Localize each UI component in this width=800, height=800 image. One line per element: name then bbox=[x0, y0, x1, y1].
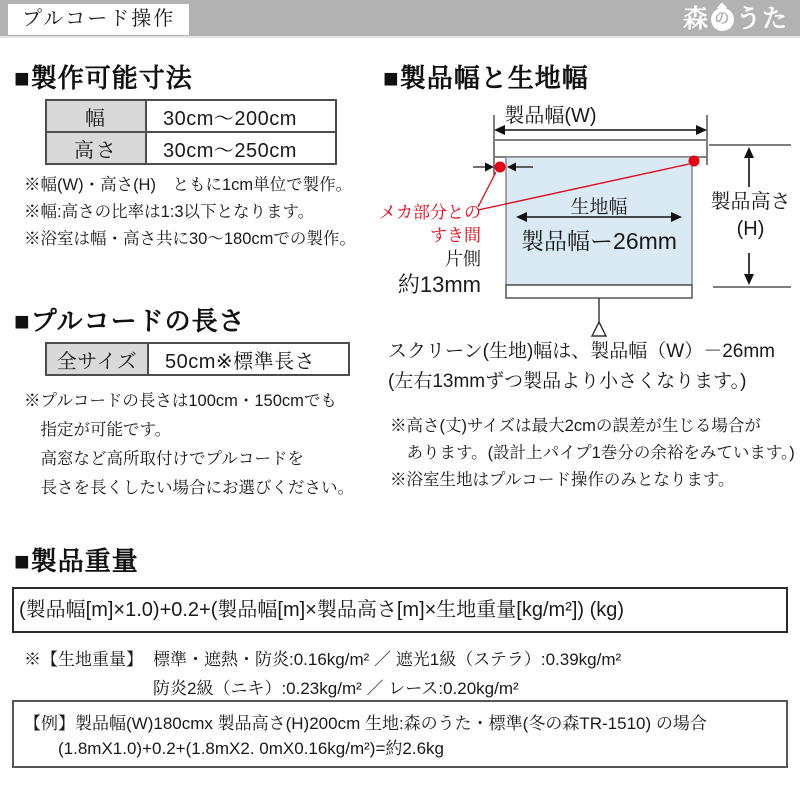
fabric-width-formula-label: 製品幅ー26mm bbox=[521, 228, 677, 254]
width-description bbox=[388, 337, 775, 397]
gap-label-line2: すき間 bbox=[430, 226, 481, 245]
cord-table bbox=[45, 342, 350, 376]
description-line: (左右13mmずつ製品より小さくなります。) bbox=[388, 371, 747, 392]
note-line: ※浴室生地はプルコード操作のみとなります。 bbox=[390, 471, 735, 489]
note-line: ※高さ(丈)サイズは最大2cmの誤差が生じる場合が bbox=[390, 417, 761, 435]
brand-prefix: 森 bbox=[682, 5, 709, 33]
cord-notes bbox=[24, 387, 354, 503]
width-notes bbox=[390, 413, 795, 494]
dimensions-row-height-label: 高さ bbox=[46, 132, 146, 164]
gap-label-line1: メカ部分との bbox=[379, 203, 481, 222]
note-line: ※プルコードの長さは100cm・150cmでも bbox=[24, 392, 337, 410]
cord-row-label: 全サイズ bbox=[46, 343, 148, 375]
gap-side-label: 片側 bbox=[445, 249, 481, 269]
example-line2: (1.8mX1.0)+0.2+(1.8mX2. 0mX0.16kg/m²)=約2.6kg bbox=[24, 739, 444, 758]
top-bar bbox=[0, 0, 800, 38]
table-row bbox=[46, 343, 349, 375]
product-width-label: 製品幅(W) bbox=[504, 105, 597, 127]
note-line: 長さを長くしたい場合にお選びください。 bbox=[24, 479, 354, 497]
note-line: あります。(設計上パイプ1巻分の余裕をみています。) bbox=[390, 444, 795, 462]
fabric-weight-line2: 防炎2級（ニキ）:0.23kg/m² ／ レース:0.20kg/m² bbox=[153, 679, 519, 698]
operation-type-label: プルコード操作 bbox=[8, 4, 189, 35]
roller-screen-diagram bbox=[379, 95, 795, 343]
weight-example-box bbox=[12, 700, 788, 768]
dimensions-row-width-value: 30cm〜200cm bbox=[146, 100, 336, 132]
brand-maru-char: の bbox=[714, 10, 731, 27]
example-line1: 【例】製品幅(W)180cmx 製品高さ(H)200cm 生地:森のうた・標準(冬の森TR-1510) の場合 bbox=[24, 714, 707, 733]
width-section-title: ■製品幅と生地幅 bbox=[383, 63, 589, 93]
brand-logo bbox=[683, 4, 788, 34]
table-row bbox=[46, 100, 336, 132]
description-line: スクリーン(生地)幅は、製品幅（W）－26mm bbox=[388, 341, 775, 362]
fabric-width-label: 生地幅 bbox=[570, 197, 628, 218]
gap-size-label: 約13mm bbox=[397, 272, 481, 297]
fabric-weight-notes bbox=[24, 645, 621, 703]
table-row bbox=[46, 132, 336, 164]
dimensions-row-height-value: 30cm〜250cm bbox=[146, 132, 336, 164]
mechanism-gap-label bbox=[377, 201, 481, 298]
product-height-label bbox=[703, 189, 798, 243]
brand-suffix: うた bbox=[735, 5, 788, 33]
cord-section-title: ■プルコードの長さ bbox=[14, 306, 246, 336]
cord-row-value: 50cm※標準長さ bbox=[148, 343, 349, 375]
dimensions-table bbox=[45, 99, 337, 165]
note-line: 指定が可能です。 bbox=[24, 421, 172, 439]
note-line: ※浴室は幅・高さ共に30〜180cmでの製作。 bbox=[24, 230, 356, 248]
note-line: ※幅(W)・高さ(H) ともに1cm単位で製作。 bbox=[24, 176, 353, 194]
dimensions-section-title: ■製作可能寸法 bbox=[14, 63, 193, 93]
product-height-unit: (H) bbox=[736, 218, 765, 240]
dimensions-notes bbox=[24, 172, 356, 253]
fabric-weight-line1: 標準・遮熱・防炎:0.16kg/m² ／ 遮光1級（ステラ）:0.39kg/m² bbox=[153, 650, 622, 669]
brand-leaf-icon bbox=[711, 8, 734, 31]
dimensions-row-width-label: 幅 bbox=[46, 100, 146, 132]
weight-section-title: ■製品重量 bbox=[14, 546, 139, 576]
note-line: ※幅:高さの比率は1:3以下となります。 bbox=[24, 203, 315, 221]
fabric-weight-values bbox=[153, 645, 621, 703]
fabric-weight-label: ※【生地重量】 bbox=[24, 650, 143, 669]
product-height-text: 製品高さ bbox=[710, 191, 791, 213]
weight-formula-box: (製品幅[m]×1.0)+0.2+(製品幅[m]×製品高さ[m]×生地重量[kg/m²]) (kg) bbox=[12, 587, 788, 633]
note-line: 高窓など高所取付けでプルコードを bbox=[24, 450, 304, 468]
